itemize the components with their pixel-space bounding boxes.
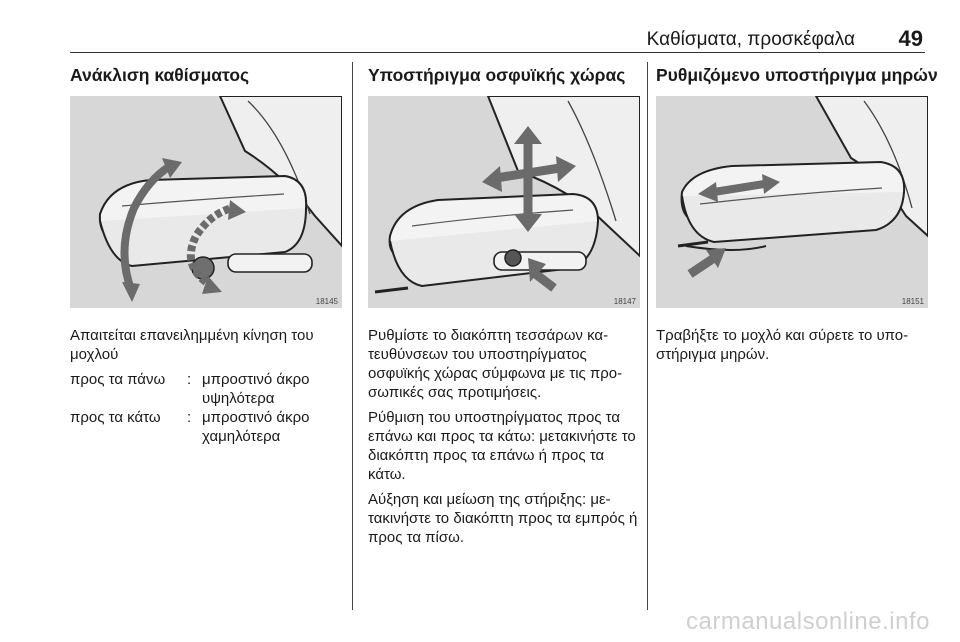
watermark: carmanualsonline.info bbox=[686, 608, 930, 635]
definition-value: μπροστινό άκρο υψηλότερα bbox=[202, 371, 310, 407]
body-paragraph: Τραβήξτε το μοχλό και σύρετε το υπο- στήριγμα μηρών. bbox=[656, 327, 909, 363]
definition-value: μπροστινό άκρο χαμηλότερα bbox=[202, 409, 310, 445]
seat-tilt-illustration bbox=[70, 96, 342, 308]
lumbar-support-illustration bbox=[368, 96, 640, 308]
page-number: 49 bbox=[898, 26, 923, 51]
definition-term: προς τα κάτω bbox=[70, 409, 161, 426]
definition-separator: : bbox=[187, 409, 192, 426]
body-paragraph: Ρύθμιση του υποστηρίγματος προς τα επάνω και προς τα κάτω: μετακινήστε το διακόπτη προς τα επάνω ή προς τα κάτω. bbox=[368, 409, 636, 483]
definition-row bbox=[70, 370, 342, 408]
section-lumbar-support bbox=[368, 64, 640, 553]
figure-code: 18145 bbox=[315, 297, 338, 306]
section-heading: Ανάκλιση καθίσματος bbox=[70, 65, 250, 85]
body-paragraph: Αύξηση και μείωση της στήριξης: με- τακινήστε το διακόπτη προς τα εμπρός ή προς τα πίσω. bbox=[368, 491, 638, 546]
running-title: Καθίσματα, προσκέφαλα bbox=[646, 29, 855, 50]
definition-row bbox=[70, 408, 342, 446]
section-seat-tilt bbox=[70, 64, 342, 446]
section-heading: Υποστήριγμα οσφυϊκής χώρας bbox=[368, 65, 626, 85]
page-header bbox=[70, 18, 925, 53]
definition-term: προς τα πάνω bbox=[70, 371, 166, 388]
section-body bbox=[368, 326, 640, 547]
column-divider bbox=[352, 62, 353, 610]
section-heading: Ρυθμιζόμενο υποστήριγμα μηρών bbox=[656, 65, 938, 85]
intro-text: Απαιτείται επανειλημμένη κίνηση του μοχλού bbox=[70, 327, 314, 363]
body-paragraph: Ρυθμίστε το διακόπτη τεσσάρων κα- τευθύνσεων του υποστηρίγματος οσφυϊκής χώρας σύμφωνα με τις προ- σωπικές σας προτιμήσεις. bbox=[368, 327, 623, 401]
section-body bbox=[70, 326, 342, 446]
definition-separator: : bbox=[187, 371, 192, 388]
figure-code: 18147 bbox=[613, 297, 636, 306]
column-divider bbox=[647, 62, 648, 610]
thigh-support-illustration bbox=[656, 96, 928, 308]
section-body bbox=[656, 326, 928, 364]
figure-code: 18151 bbox=[901, 297, 924, 306]
section-thigh-support bbox=[656, 64, 938, 370]
